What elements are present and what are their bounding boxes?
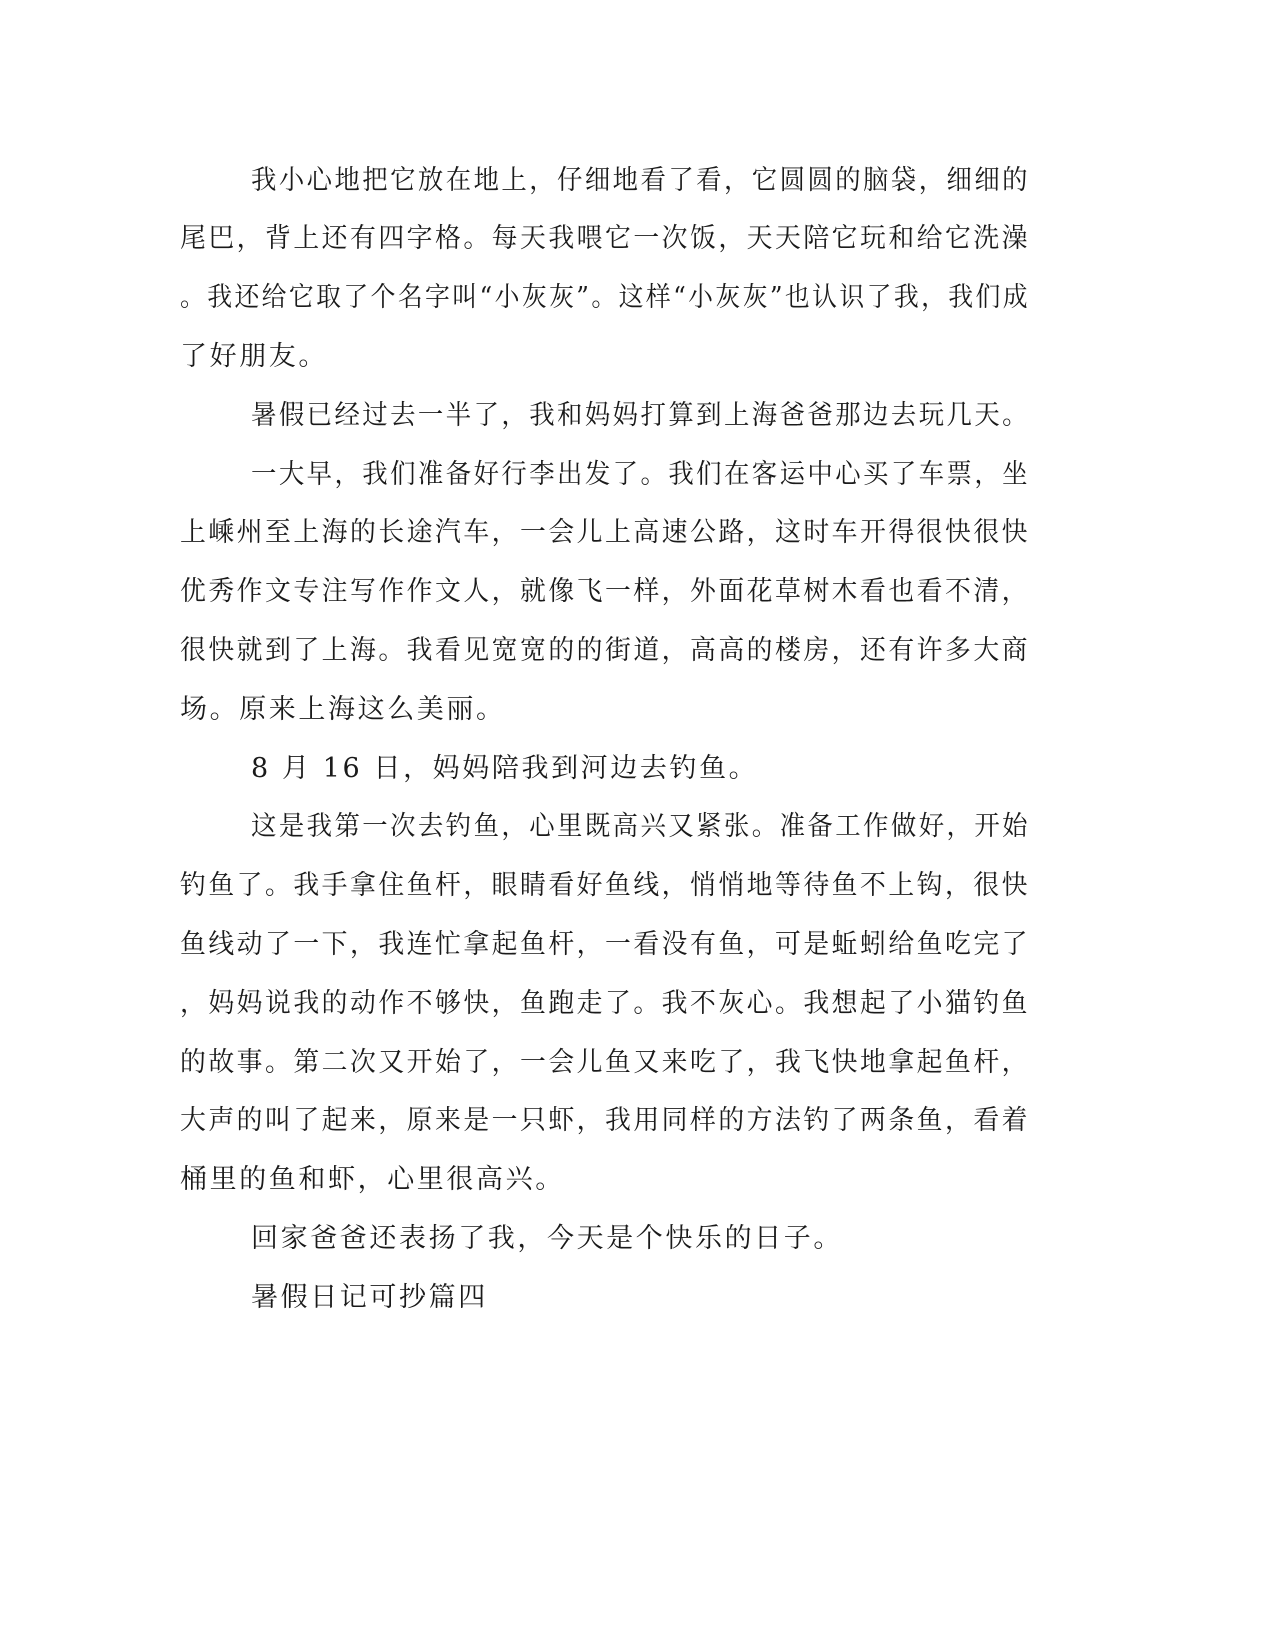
text-line-content: 优秀作文专注写作作文人，就像飞一样，外面花草树木看也看不清， [180,576,1030,607]
text-line-content: 的故事。第二次又开始了，一会儿鱼又来吃了，我飞快地拿起鱼杆， [180,1047,1030,1078]
text-line-content: 这是我第一次去钓鱼，心里既高兴又紧张。准备工作做好，开始 [251,811,1031,842]
section-heading: 暑假日记可抄篇四 [251,1282,488,1313]
text-line-content: 8 月 16 日，妈妈陪我到河边去钓鱼。 [251,753,759,784]
text-line-content: 场。原来上海这么美丽。 [180,694,506,725]
text-line-content: 了好朋友。 [180,341,328,372]
text-line-content: 鱼线动了一下，我连忙拿起鱼杆，一看没有鱼，可是蚯蚓给鱼吃完了 [180,929,1030,960]
text-line-content: 。我还给它取了个名字叫“小灰灰”。这样“小灰灰”也认识了我，我们成 [180,282,1031,313]
text-line-content: 我小心地把它放在地上，仔细地看了看，它圆圆的脑袋，细细的 [251,165,1031,196]
text-line-content: 回家爸爸还表扬了我，今天是个快乐的日子。 [251,1223,843,1254]
text-line-content: 桶里的鱼和虾，心里很高兴。 [180,1164,565,1195]
text-line-content: ，妈妈说我的动作不够快，鱼跑走了。我不灰心。我想起了小猫钓鱼 [180,988,1030,1019]
text-line-content: 一大早，我们准备好行李出发了。我们在客运中心买了车票，坐 [251,459,1031,490]
text-line-content: 上嵊州至上海的长途汽车，一会儿上高速公路，这时车开得很快很快 [180,517,1030,548]
text-line-content: 暑假已经过去一半了，我和妈妈打算到上海爸爸那边去玩几天。 [251,400,1031,431]
text-line-content: 尾巴，背上还有四字格。每天我喂它一次饭，天天陪它玩和给它洗澡 [180,223,1030,254]
text-line-content: 很快就到了上海。我看见宽宽的的街道，高高的楼房，还有许多大商 [180,635,1030,666]
text-line-content: 大声的叫了起来，原来是一只虾，我用同样的方法钓了两条鱼，看着 [180,1105,1030,1136]
text-line-content: 钓鱼了。我手拿住鱼杆，眼睛看好鱼线，悄悄地等待鱼不上钩，很快 [180,870,1030,901]
